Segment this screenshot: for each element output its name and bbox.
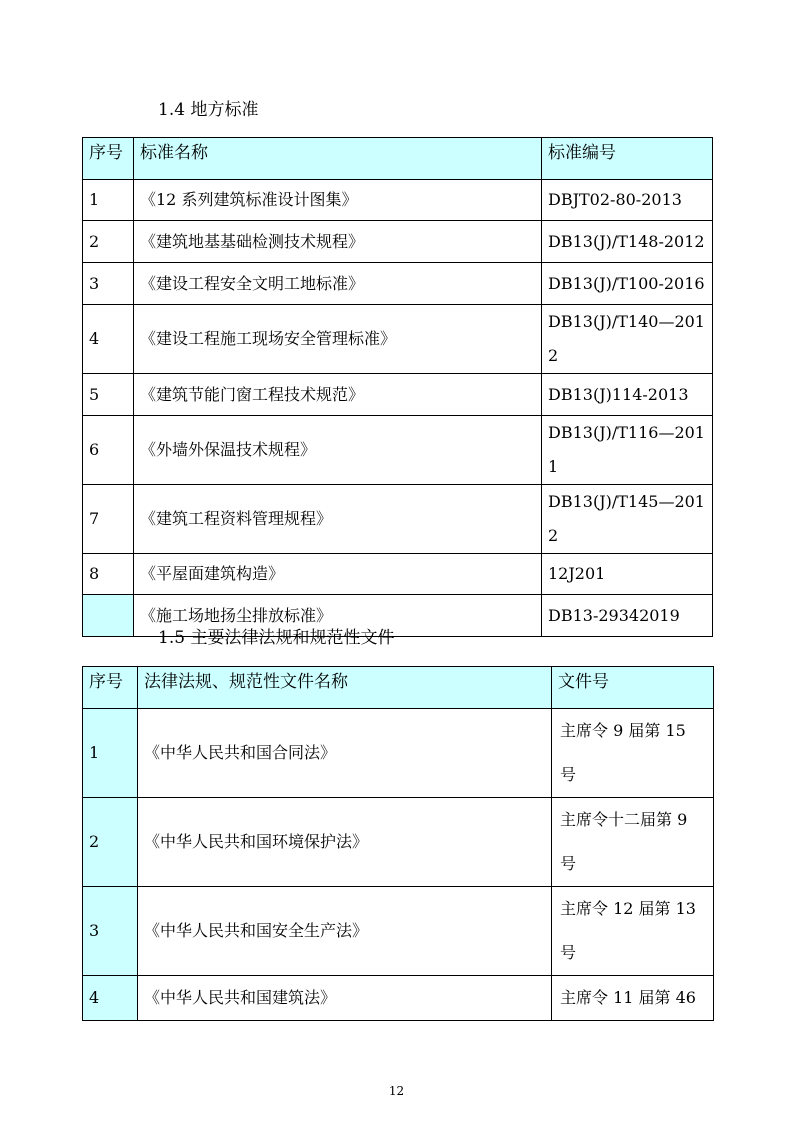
header-index: 序号	[83, 138, 134, 180]
standard-code: DB13(J)/T148-2012	[542, 221, 713, 263]
row-index: 5	[83, 374, 134, 416]
laws-regulations-table	[82, 666, 714, 1021]
table-row	[83, 485, 713, 554]
header-document-number: 文件号	[552, 667, 714, 709]
standard-code: DB13-29342019	[542, 595, 713, 637]
document-name: 《中华人民共和国环境保护法》	[138, 798, 552, 887]
table-row	[83, 976, 714, 1021]
row-index: 4	[83, 976, 138, 1021]
table-row	[83, 305, 713, 374]
row-index: 3	[83, 263, 134, 305]
row-index: 3	[83, 887, 138, 976]
standard-name: 《12 系列建筑标准设计图集》	[134, 180, 542, 221]
section-heading-local-standards: 1.4 地方标准	[158, 100, 259, 120]
page-number: 12	[388, 1084, 405, 1098]
table-row	[83, 221, 713, 263]
row-index: 2	[83, 798, 138, 887]
header-index: 序号	[83, 667, 138, 709]
standard-name: 《外墙外保温技术规程》	[134, 416, 542, 485]
standard-code: DB13(J)/T116—2011	[542, 416, 713, 485]
standard-code: 12J201	[542, 554, 713, 595]
table-row	[83, 798, 714, 887]
header-standard-name: 标准名称	[134, 138, 542, 180]
standard-code: DB13(J)/T140—2012	[542, 305, 713, 374]
table-row	[83, 180, 713, 221]
standard-code: DB13(J)/T100-2016	[542, 263, 713, 305]
standard-name: 《建筑工程资料管理规程》	[134, 485, 542, 554]
row-index: 8	[83, 554, 134, 595]
standard-name: 《建设工程施工现场安全管理标准》	[134, 305, 542, 374]
standard-name: 《建设工程安全文明工地标准》	[134, 263, 542, 305]
header-standard-code: 标准编号	[542, 138, 713, 180]
standard-code: DB13(J)114-2013	[542, 374, 713, 416]
table-row	[83, 374, 713, 416]
table-row	[83, 416, 713, 485]
document-name: 《中华人民共和国合同法》	[138, 709, 552, 798]
table-row	[83, 709, 714, 798]
row-index: 1	[83, 709, 138, 798]
row-index: 6	[83, 416, 134, 485]
local-standards-table	[82, 137, 713, 637]
row-index: 2	[83, 221, 134, 263]
table-row	[83, 263, 713, 305]
standard-name: 《平屋面建筑构造》	[134, 554, 542, 595]
standard-name: 《施工场地扬尘排放标准》	[134, 595, 542, 637]
row-index: 1	[83, 180, 134, 221]
standard-code: DB13(J)/T145—2012	[542, 485, 713, 554]
table-row	[83, 554, 713, 595]
document-number: 主席令 12 届第 13 号	[552, 887, 714, 976]
document-number: 主席令 9 届第 15 号	[552, 709, 714, 798]
table-row	[83, 887, 714, 976]
section-heading-laws-regulations: 1.5 主要法律法规和规范性文件	[158, 628, 395, 648]
row-index: 7	[83, 485, 134, 554]
document-name: 《中华人民共和国安全生产法》	[138, 887, 552, 976]
document-name: 《中华人民共和国建筑法》	[138, 976, 552, 1021]
document-number: 主席令十二届第 9 号	[552, 798, 714, 887]
standard-name: 《建筑地基基础检测技术规程》	[134, 221, 542, 263]
table-header-row	[83, 138, 713, 180]
table-header-row	[83, 667, 714, 709]
standard-name: 《建筑节能门窗工程技术规范》	[134, 374, 542, 416]
row-index	[83, 595, 134, 637]
row-index: 4	[83, 305, 134, 374]
standard-code: DBJT02-80-2013	[542, 180, 713, 221]
header-document-name: 法律法规、规范性文件名称	[138, 667, 552, 709]
document-number: 主席令 11 届第 46	[552, 976, 714, 1021]
